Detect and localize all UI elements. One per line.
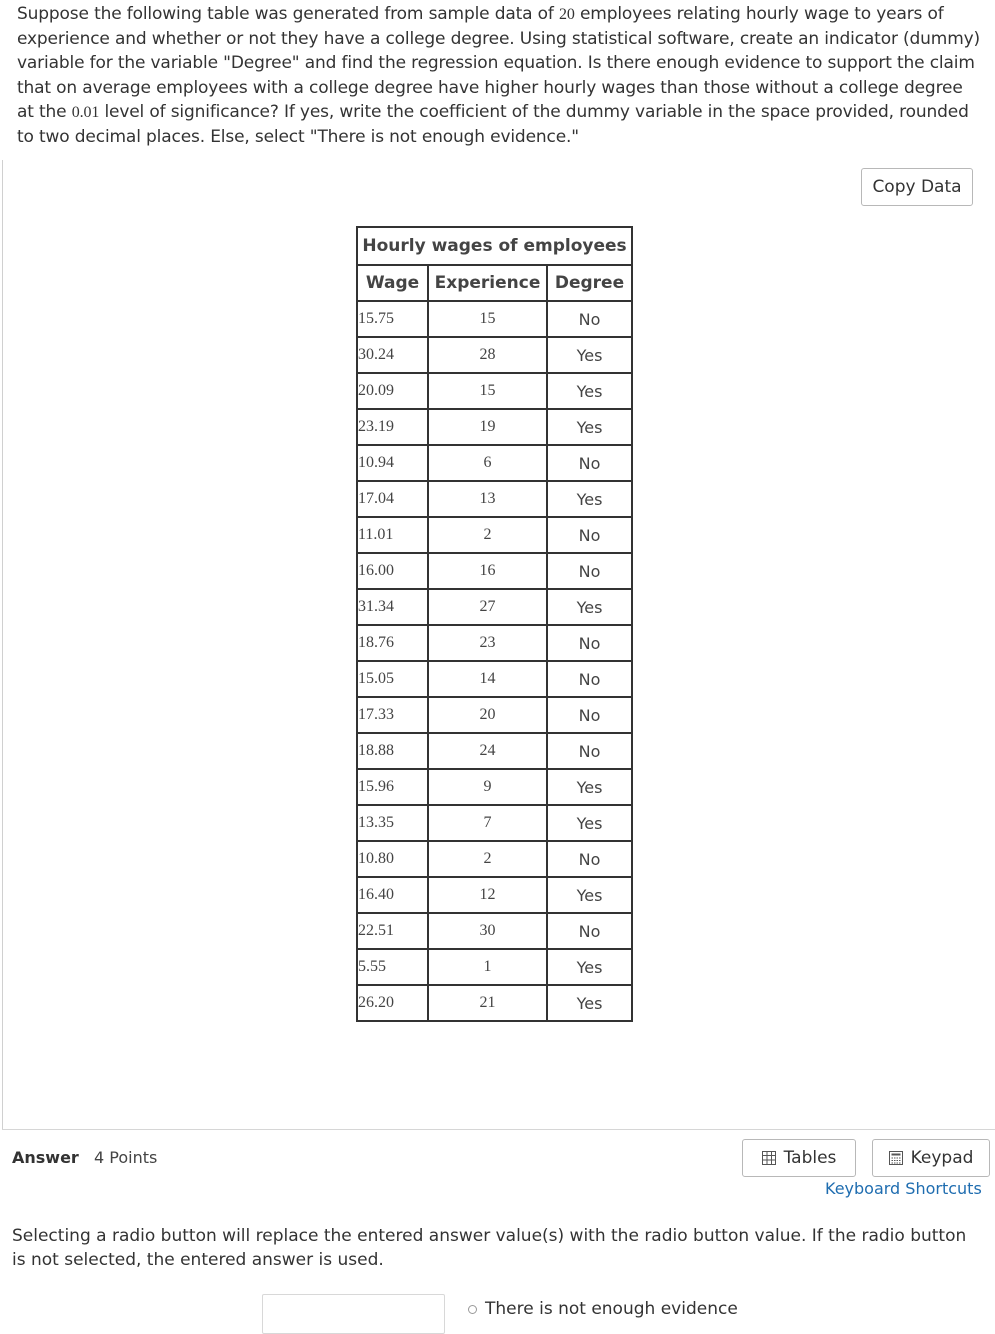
wage-cell: 18.76: [357, 625, 428, 661]
table-row: [357, 805, 632, 841]
wage-cell: 10.94: [357, 445, 428, 481]
wage-cell: 13.35: [357, 805, 428, 841]
wage-cell: 20.09: [357, 373, 428, 409]
table-row: [357, 409, 632, 445]
degree-cell: Yes: [547, 949, 632, 985]
experience-cell: 21: [428, 985, 547, 1021]
answer-label: Answer: [12, 1148, 79, 1167]
table-row: [357, 949, 632, 985]
experience-cell: 20: [428, 697, 547, 733]
table-row: [357, 337, 632, 373]
degree-cell: No: [547, 697, 632, 733]
degree-cell: Yes: [547, 589, 632, 625]
wage-cell: 5.55: [357, 949, 428, 985]
table-row: [357, 841, 632, 877]
degree-cell: No: [547, 553, 632, 589]
table-body: [357, 301, 632, 1021]
degree-cell: Yes: [547, 409, 632, 445]
degree-cell: Yes: [547, 877, 632, 913]
degree-cell: No: [547, 301, 632, 337]
experience-cell: 15: [428, 301, 547, 337]
experience-cell: 7: [428, 805, 547, 841]
table-row: [357, 445, 632, 481]
wage-cell: 26.20: [357, 985, 428, 1021]
copy-data-button[interactable]: Copy Data: [861, 168, 973, 206]
wage-cell: 11.01: [357, 517, 428, 553]
experience-cell: 19: [428, 409, 547, 445]
degree-cell: No: [547, 913, 632, 949]
experience-cell: 13: [428, 481, 547, 517]
wage-cell: 17.33: [357, 697, 428, 733]
wage-cell: 15.96: [357, 769, 428, 805]
question-part-2: employees relating hourly wage to years of experience and whether or not they have a college degree. Using statistical software, create an indicator (dummy) variable for the variable "Degree" and find the regression equation. Is there enough evidence to support the claim that on average employees with a college degree have higher hourly wages than those without a college degree at the: [17, 4, 980, 122]
header-degree: Degree: [547, 265, 632, 301]
wage-cell: 16.00: [357, 553, 428, 589]
table-row: [357, 373, 632, 409]
experience-cell: 2: [428, 517, 547, 553]
table-row: [357, 733, 632, 769]
experience-cell: 9: [428, 769, 547, 805]
experience-cell: 2: [428, 841, 547, 877]
experience-cell: 28: [428, 337, 547, 373]
answer-instructions: Selecting a radio button will replace the entered answer value(s) with the radio button value. If the radio button is not selected, the entered answer is used.: [12, 1226, 967, 1270]
experience-cell: 27: [428, 589, 547, 625]
wage-cell: 30.24: [357, 337, 428, 373]
points-label: 4 Points: [94, 1148, 158, 1167]
experience-cell: 12: [428, 877, 547, 913]
sample-size: 20: [559, 6, 575, 23]
table-row: [357, 301, 632, 337]
table-row: [357, 625, 632, 661]
degree-cell: No: [547, 841, 632, 877]
radio-label: There is not enough evidence: [485, 1299, 738, 1319]
wage-cell: 10.80: [357, 841, 428, 877]
section-divider: [2, 1129, 995, 1130]
wage-cell: 17.04: [357, 481, 428, 517]
keyboard-shortcuts-link[interactable]: Keyboard Shortcuts: [825, 1179, 982, 1198]
degree-cell: Yes: [547, 337, 632, 373]
degree-cell: No: [547, 625, 632, 661]
degree-cell: No: [547, 445, 632, 481]
keypad-grid-icon: [889, 1151, 903, 1165]
table-row: [357, 481, 632, 517]
table-grid-icon: [762, 1151, 776, 1165]
degree-cell: No: [547, 517, 632, 553]
answer-input[interactable]: [262, 1294, 445, 1334]
wage-cell: 23.19: [357, 409, 428, 445]
table-row: [357, 913, 632, 949]
significance-level: 0.01: [71, 103, 100, 121]
table-caption: Hourly wages of employees: [357, 227, 632, 265]
keypad-button-label: Keypad: [910, 1148, 974, 1168]
experience-cell: 6: [428, 445, 547, 481]
not-enough-evidence-option[interactable]: [468, 1299, 738, 1319]
degree-cell: Yes: [547, 769, 632, 805]
experience-cell: 15: [428, 373, 547, 409]
radio-icon[interactable]: [468, 1305, 477, 1314]
tables-button[interactable]: [742, 1139, 856, 1177]
header-wage: Wage: [357, 265, 428, 301]
degree-cell: Yes: [547, 805, 632, 841]
table-row: [357, 517, 632, 553]
question-text: [17, 2, 982, 149]
table-row: [357, 553, 632, 589]
table-row: [357, 661, 632, 697]
wage-cell: 15.75: [357, 301, 428, 337]
wage-cell: 16.40: [357, 877, 428, 913]
experience-cell: 23: [428, 625, 547, 661]
wage-cell: 18.88: [357, 733, 428, 769]
header-experience: Experience: [428, 265, 547, 301]
degree-cell: No: [547, 661, 632, 697]
degree-cell: Yes: [547, 481, 632, 517]
degree-cell: Yes: [547, 373, 632, 409]
experience-cell: 24: [428, 733, 547, 769]
wage-cell: 15.05: [357, 661, 428, 697]
wages-table: [356, 226, 633, 1022]
table-row: [357, 877, 632, 913]
table-row: [357, 769, 632, 805]
experience-cell: 30: [428, 913, 547, 949]
wage-cell: 31.34: [357, 589, 428, 625]
question-part-3: level of significance? If yes, write the coefficient of the dummy variable in the space provided, rounded to two decimal places. Else, select "There is not enough evidence.": [17, 101, 969, 148]
keypad-button[interactable]: [872, 1139, 990, 1177]
experience-cell: 14: [428, 661, 547, 697]
table-row: [357, 697, 632, 733]
experience-cell: 16: [428, 553, 547, 589]
degree-cell: No: [547, 733, 632, 769]
table-row: [357, 589, 632, 625]
question-part-1: Suppose the following table was generated from sample data of: [17, 4, 554, 24]
experience-cell: 1: [428, 949, 547, 985]
wage-cell: 22.51: [357, 913, 428, 949]
table-row: [357, 985, 632, 1021]
degree-cell: Yes: [547, 985, 632, 1021]
tables-button-label: Tables: [783, 1148, 837, 1168]
